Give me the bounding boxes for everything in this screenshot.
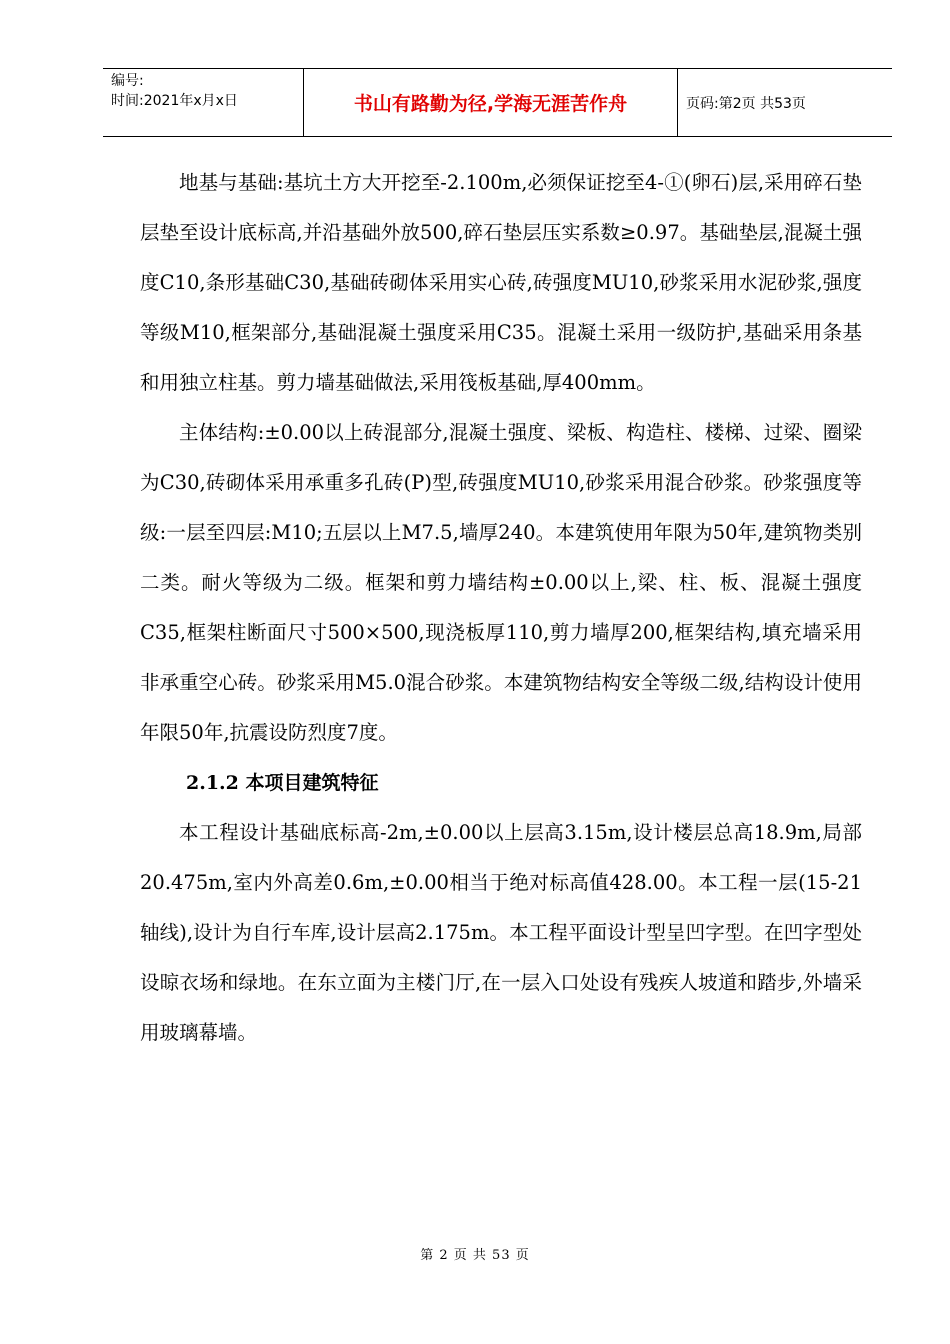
section-heading: 2.1.2 本项目建筑特征 [186, 772, 379, 794]
time-label: 时间:2021年x月x日 [111, 93, 238, 109]
page-header [103, 68, 892, 137]
page-footer: 第 2 页 共 53 页 [420, 1248, 530, 1263]
header-motto: 书山有路勤为径,学海无涯苦作舟 [304, 69, 678, 136]
document-body [140, 158, 862, 1058]
header-meta [103, 69, 304, 136]
paragraph-building-features: 本工程设计基础底标高-2m,±0.00以上层高3.15m,设计楼层总高18.9m,局部20.475m,室内外高差0.6m,±0.00相当于绝对标高值428.00。本工程一层(15-21轴线),设计为自行车库,设计层高2.175m。本工程平面设计型呈凹字型。在凹字型处设晾衣场和绿地。在东立面为主楼门厅,在一层入口处设有残疾人坡道和踏步,外墙采用玻璃幕墙。 [140, 821, 862, 1044]
header-page-label: 页码:第2页 共53页 [686, 95, 806, 112]
number-label: 编号: [111, 73, 144, 89]
paragraph-main-structure: 主体结构:±0.00以上砖混部分,混凝土强度、梁板、构造柱、楼梯、过梁、圈梁为C30,砖砌体采用承重多孔砖(P)型,砖强度MU10,砂浆采用混合砂浆。砂浆强度等级:一层至四层:M10;五层以上M7.5,墙厚240。本建筑使用年限为50年,建筑物类别二类。耐火等级为二级。框架和剪力墙结构±0.00以上,梁、柱、板、混凝土强度C35,框架柱断面尺寸500×500,现浇板厚110,剪力墙厚200,框架结构,填充墙采用非承重空心砖。砂浆采用M5.0混合砂浆。本建筑物结构安全等级二级,结构设计使用年限50年,抗震设防烈度7度。 [140, 421, 862, 744]
paragraph-foundation: 地基与基础:基坑土方大开挖至-2.100m,必须保证挖至4-①(卵石)层,采用碎石垫层垫至设计底标高,并沿基础外放500,碎石垫层压实系数≥0.97。基础垫层,混凝土强度C10,条形基础C30,基础砖砌体采用实心砖,砖强度MU10,砂浆采用水泥砂浆,强度等级M10,框架部分,基础混凝土强度采用C35。混凝土采用一级防护,基础采用条基和用独立柱基。剪力墙基础做法,采用筏板基础,厚400mm。 [140, 171, 862, 394]
